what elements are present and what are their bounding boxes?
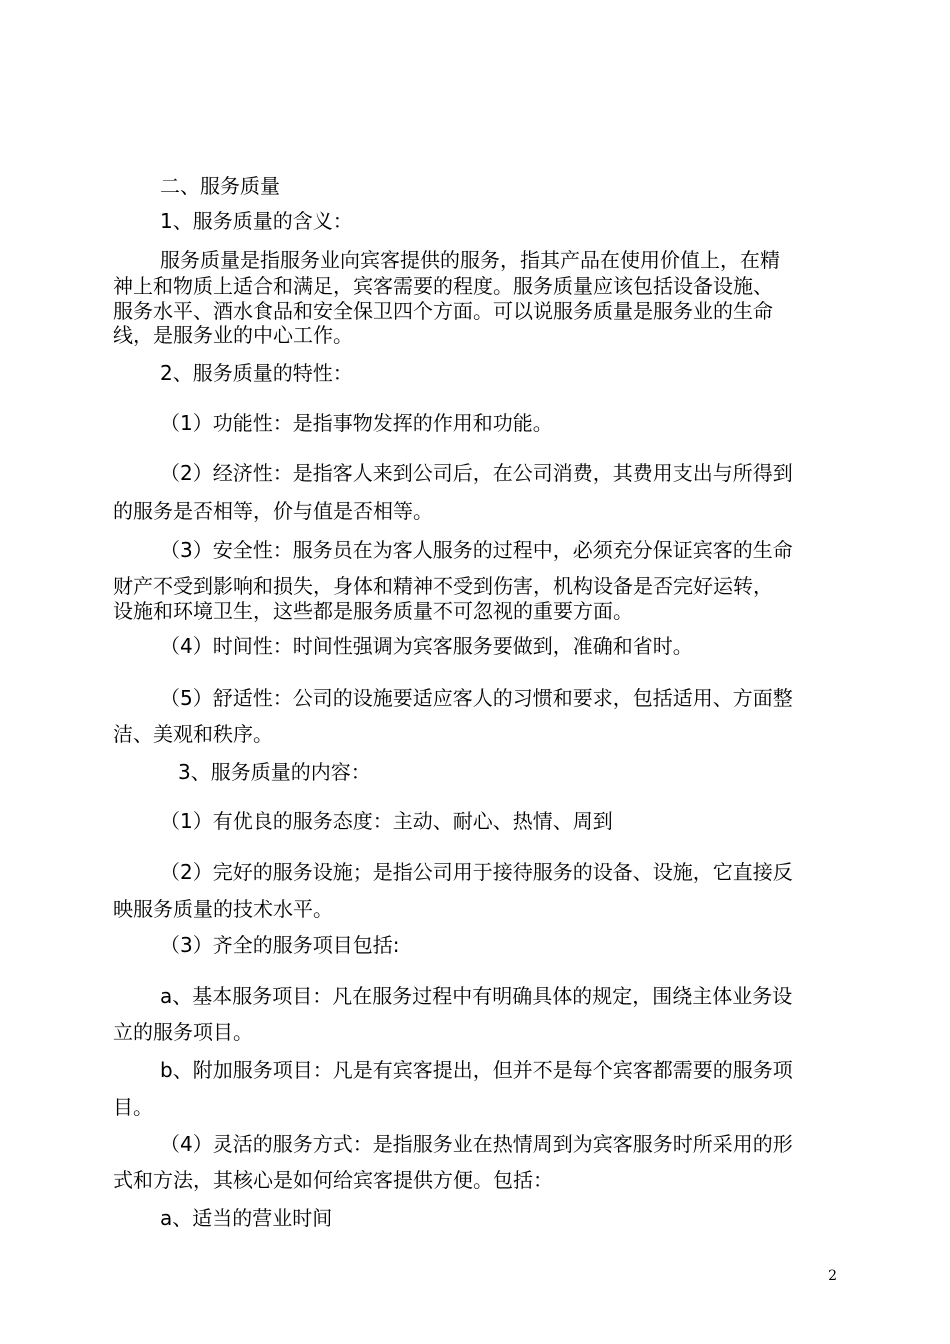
page-number: 2: [828, 1268, 837, 1284]
content-items-title: （3）齐全的服务项目包括:: [160, 933, 400, 957]
paragraph-line: 服务质量是指服务业向宾客提供的服务，指其产品在使用价值上，在精: [160, 248, 780, 272]
section-heading: 二、服务质量: [160, 174, 280, 198]
paragraph-line: 服务水平、酒水食品和安全保卫四个方面。可以说服务质量是服务业的生命: [113, 299, 773, 323]
content-attitude: （1）有优良的服务态度：主动、耐心、热情、周到: [160, 809, 613, 833]
basic-service-line: a、基本服务项目：凡在服务过程中有明确具体的规定，围绕主体业务设: [160, 984, 793, 1008]
property-safety-line: 设施和环境卫生，这些都是服务质量不可忽视的重要方面。: [113, 599, 633, 623]
flexible-service-item: a、适当的营业时间: [160, 1206, 333, 1230]
flexible-service-line: （4）灵活的服务方式：是指服务业在热情周到为宾客服务时所采用的形: [160, 1132, 793, 1156]
content-facilities-line: 映服务质量的技术水平。: [113, 897, 333, 921]
subsection-title-properties: 2、服务质量的特性：: [160, 361, 353, 385]
property-time: （4）时间性：时间性强调为宾客服务要做到，准确和省时。: [160, 634, 693, 658]
property-economic-line: 的服务是否相等，价与值是否相等。: [113, 499, 433, 523]
property-functional: （1）功能性：是指事物发挥的作用和功能。: [160, 411, 553, 435]
subsection-title-meaning: 1、服务质量的含义：: [160, 209, 353, 233]
subsection-title-content: 3、服务质量的内容：: [178, 760, 371, 784]
extra-service-line: 目。: [113, 1095, 153, 1119]
content-facilities-line: （2）完好的服务设施；是指公司用于接待服务的设备、设施，它直接反: [160, 860, 793, 884]
property-safety-line: 财产不受到影响和损失，身体和精神不受到伤害，机构设备是否完好运转，: [113, 574, 773, 598]
basic-service-line: 立的服务项目。: [113, 1020, 253, 1044]
flexible-service-line: 式和方法，其核心是如何给宾客提供方便。包括：: [113, 1168, 553, 1192]
property-economic-line: （2）经济性：是指客人来到公司后，在公司消费，其费用支出与所得到: [160, 461, 793, 485]
extra-service-line: b、附加服务项目：凡是有宾客提出，但并不是每个宾客都需要的服务项: [160, 1058, 793, 1082]
paragraph-line: 神上和物质上适合和满足，宾客需要的程度。服务质量应该包括设备设施、: [113, 274, 773, 298]
paragraph-line: 线，是服务业的中心工作。: [113, 323, 353, 347]
property-safety-line: （3）安全性：服务员在为客人服务的过程中，必须充分保证宾客的生命: [160, 538, 793, 562]
property-comfort-line: 洁、美观和秩序。: [113, 722, 273, 746]
property-comfort-line: （5）舒适性：公司的设施要适应客人的习惯和要求，包括适用、方面整: [160, 686, 793, 710]
